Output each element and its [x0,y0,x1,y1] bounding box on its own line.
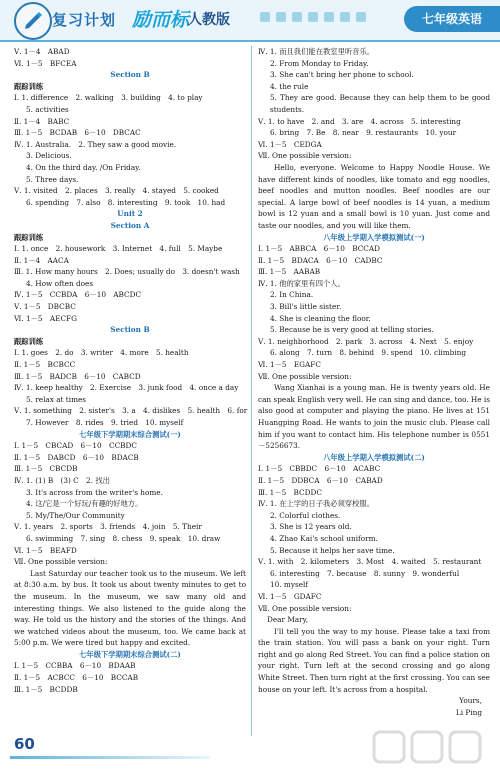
answer-line: Ⅲ. 1－5 AABAB [258,267,321,277]
answer-line: Ⅲ. 1－5 BADCB 6－10 CABCD [14,371,141,381]
answer-line: Ⅵ. 1－5 CEDGA [258,139,322,149]
answer-line: Ⅶ. One possible version: [258,151,352,161]
section-heading: Section B [110,70,150,80]
answer-line: Ⅵ. 1－5 EGAFC [258,360,321,370]
sample-essay: Wang Xianhai is a young man. He is twenty years old. He can speak English very well. He can sing and dance, too. He is also good at computer and playing the piano. He lives at 151 Huangping Road. He wants to join the music club. Please call him if you want to contact him. His telephone number is 0551－5256673. [258,383,490,451]
answer-line: Ⅲ. 1－5 BCDDB [14,684,78,694]
answer-line: 3. Bill's little sister. [270,302,342,312]
answer-line: Ⅰ. 1. once 2. housework 3. Internet 4. full 5. Maybe [14,244,223,254]
answer-line: Ⅳ. 1. 在上学的日子我必须穿校服。 [258,499,375,509]
answer-line: 2. In China. [270,290,314,300]
answer-line: Ⅰ. 1－5 CBBDC 6－10 ACABC [258,464,381,474]
answer-line: 6. spending 7. also 8. interesting 9. took 10. had [26,197,226,207]
answer-line: Ⅴ. 1. to have 2. and 3. are 4. across 5. interesting [258,116,461,126]
answer-line: Ⅰ. 1－5 ABBCA 6－10 BCCAD [258,244,380,254]
answer-line: 4. She is cleaning the floor. [270,313,371,323]
answer-line: 4. the rule [270,81,309,91]
answer-line: 6. along 7. turn 8. behind 9. spend 10. climbing [270,348,467,358]
answer-line: Ⅵ. 1－5 AECFG [14,313,77,323]
answer-line: 6. interesting 7. because 8. sunny 9. wonderful [270,568,460,578]
answer-line: Ⅶ. One possible version: [258,603,352,613]
answer-line: Ⅶ. One possible version: [258,371,352,381]
answer-line: Ⅳ. 1. 他的家里有四个人。 [258,278,345,288]
answer-line: 5. Because he is very good at telling stories. [270,325,434,335]
answer-line: 4. 这/它是一个好玩/有趣的好地方。 [26,499,143,509]
answer-line: Ⅴ. 1－5 DBCBC [14,302,76,312]
answer-line: 10. myself [270,580,309,590]
answer-line: Ⅴ. 1. neighborhood 2. park 3. across 4. Next 5. enjoy [258,336,474,346]
answer-line: 5. Because it helps her save time. [270,545,395,555]
sample-essay: Last Saturday our teacher took us to the museum. We left at 8:30 a.m. by bus. It took us about twenty minutes to get to the museum. In the museum, we saw many old and interesting things. We also listened to the guide along the way. He told us the history and the stories of the things. And we watched videos about the museum, too. We came back at 5:00 p.m. We were tired but happy and excited. [14,568,246,648]
answer-line: Ⅰ. 1－5 CCBBA 6－10 BDAAB [14,661,136,671]
edition-label: 人教版 [188,12,230,28]
answer-line: Ⅱ. 1－5 BDACA 6－10 CADBC [258,255,383,265]
answer-line: Ⅱ. 1－4 AACA [14,255,69,265]
answer-line: Ⅵ. 1－5 BEAFD [14,545,77,555]
answer-line: 3. Delicious. [26,151,72,161]
answer-line: Ⅵ. 1－5 BFCEA [14,58,77,68]
answer-column-left [14,46,246,695]
section-heading: 八年级上学期入学模拟测试(二) [323,452,425,462]
answer-line: Ⅰ. 1－5 CBCAD 6－10 CCBDC [14,441,137,451]
brand-title: 复习计划 [52,11,117,29]
pen-logo-icon [21,9,45,33]
section-heading: Section B [110,325,150,335]
section-label: 跟踪训练 [14,232,44,242]
answer-line: 3. It's across from the writer's home. [26,487,163,497]
section-heading: 七年级下学期期末综合测试(一) [79,429,181,439]
answer-line: 2. Colorful clothes. [270,510,341,520]
answer-line: 5. Three days. [26,174,79,184]
section-heading: Unit 2 [117,209,143,219]
answer-line: 4. Zhao Kai's school uniform. [270,533,378,543]
section-label: 跟踪训练 [14,81,44,91]
answer-line: 6. bring 7. Be 8. near 9. restaurants 10. your [270,128,457,138]
answer-line: Ⅴ. 1. something 2. sister's 3. a 4. dislikes 5. health 6. for [14,406,248,416]
answer-line: Ⅴ. 1. years 2. sports 3. friends 4. join 5. Their [14,522,202,532]
section-heading: Section A [110,220,150,230]
answer-line: Ⅴ. 1－4 ABAD [14,47,70,56]
section-heading: 八年级上学期入学模拟测试(一) [323,232,425,242]
answer-line: Ⅰ. 1. goes 2. do 3. writer 4. more 5. health [14,348,189,358]
answer-line: 5. activities [26,104,69,114]
answer-line: Ⅲ. 1－5 BCDDC [258,487,322,497]
answer-line: Ⅳ. 1. (1) B (3) C 2. 找出 [14,475,110,485]
footer-rule [10,756,210,759]
answer-line: 4. On the third day. /On Friday. [26,162,141,172]
section-label: 跟踪训练 [14,336,44,346]
answer-line: Ⅱ. 1－4 BABC [14,116,70,126]
signature-line: Yours, [459,696,482,706]
answer-line: Ⅱ. 1－5 DDBCA 6－10 CABAD [258,475,383,485]
answer-line: Ⅳ. 1. keep healthy 2. Exercise 3. junk food 4. once a day [14,383,239,393]
answer-line: 5. My/The/Our Community [26,510,125,520]
section-heading: 七年级下学期期末综合测试(二) [79,649,181,659]
answer-line: 3. She is 12 years old. [270,522,352,532]
logo-badge [14,2,52,40]
answer-line: Ⅲ. 1－5 BCDAB 6－10 DBCAC [14,128,141,138]
answer-line: Ⅳ. 1. Australia. 2. They saw a good movie. [14,139,177,149]
answer-line: Ⅱ. 1－5 ACBCC 6－10 BCCAB [14,673,139,683]
answer-line: 7. However 8. rides 9. tried 10. myself [26,418,184,427]
column-divider [251,46,252,736]
answer-line: Ⅲ. 1－5 CBCDB [14,464,78,474]
answer-line: Ⅲ. 1. How many hours 2. Does; usually do 3. doesn't wash [14,267,240,277]
answer-line: Ⅴ. 1. visited 2. places 3. really 4. stayed 5. cooked [14,186,219,196]
answer-line: Ⅰ. 1. difference 2. walking 3. building 4. to play [14,93,203,103]
watermark-logo-icon [372,728,492,768]
answer-line: Ⅶ. One possible version: [14,557,108,567]
answer-line: 5. They are good. Because they can help them to be good students. [270,93,490,114]
answer-line: Ⅳ. 1. 而且我们能在教室里听音乐。 [258,47,375,56]
sample-essay: Hello, everyone. Welcome to Happy Noodle House. We have different kinds of noodles, like tomato and egg noodles, beef noodles and mutton noodles. Beef noodles are our special. A large bowl of beef noodles is 14 yuan, a medium bowl is 12 yuan and a small bowl is 10 yuan. Just come and taste our noodles, and you will like them. [258,162,490,230]
page-header [0,0,500,42]
header-decoration [260,12,390,26]
answer-line: Ⅵ. 1－5 GDAFC [258,591,322,601]
grade-subject-tab: 七年级英语 [404,6,500,32]
answer-line: 2. From Monday to Friday. [270,58,369,68]
answer-line: Ⅱ. 1－5 DABCD 6－10 BDACB [14,452,139,462]
answer-column-right [258,46,490,718]
answer-line: 6. swimming 7. sing 8. chess 9. speak 10. draw [26,533,221,543]
answer-line: 4. How often does [26,278,94,288]
answer-line: 3. She can't bring her phone to school. [270,70,414,80]
signature-line: Li Ping [455,707,482,717]
answer-line: Ⅱ. 1－5 BCBCC [14,360,76,370]
answer-line: Dear Mary, [267,615,309,625]
answer-line: Ⅳ. 1－5 CCBDA 6－10 ABCDC [14,290,142,300]
answer-line: Ⅴ. 1. with 2. kilometers 3. Most 4. waited 5. restaurant [258,557,482,567]
page-number: 60 [14,735,35,753]
brand-logo-text: 励而标 [132,9,190,31]
sample-essay: I'll tell you the way to my house. Please take a taxi from the train station. You will pass a bank on your right. Turn right and go along Red Street. You can find a police station on your right. Turn left at the second crossing and go along White Street. Then turn right at the first crossing. You can see house on your left. It's across from a hospital. [258,626,490,694]
answer-line: 5. relax at times [26,394,87,404]
